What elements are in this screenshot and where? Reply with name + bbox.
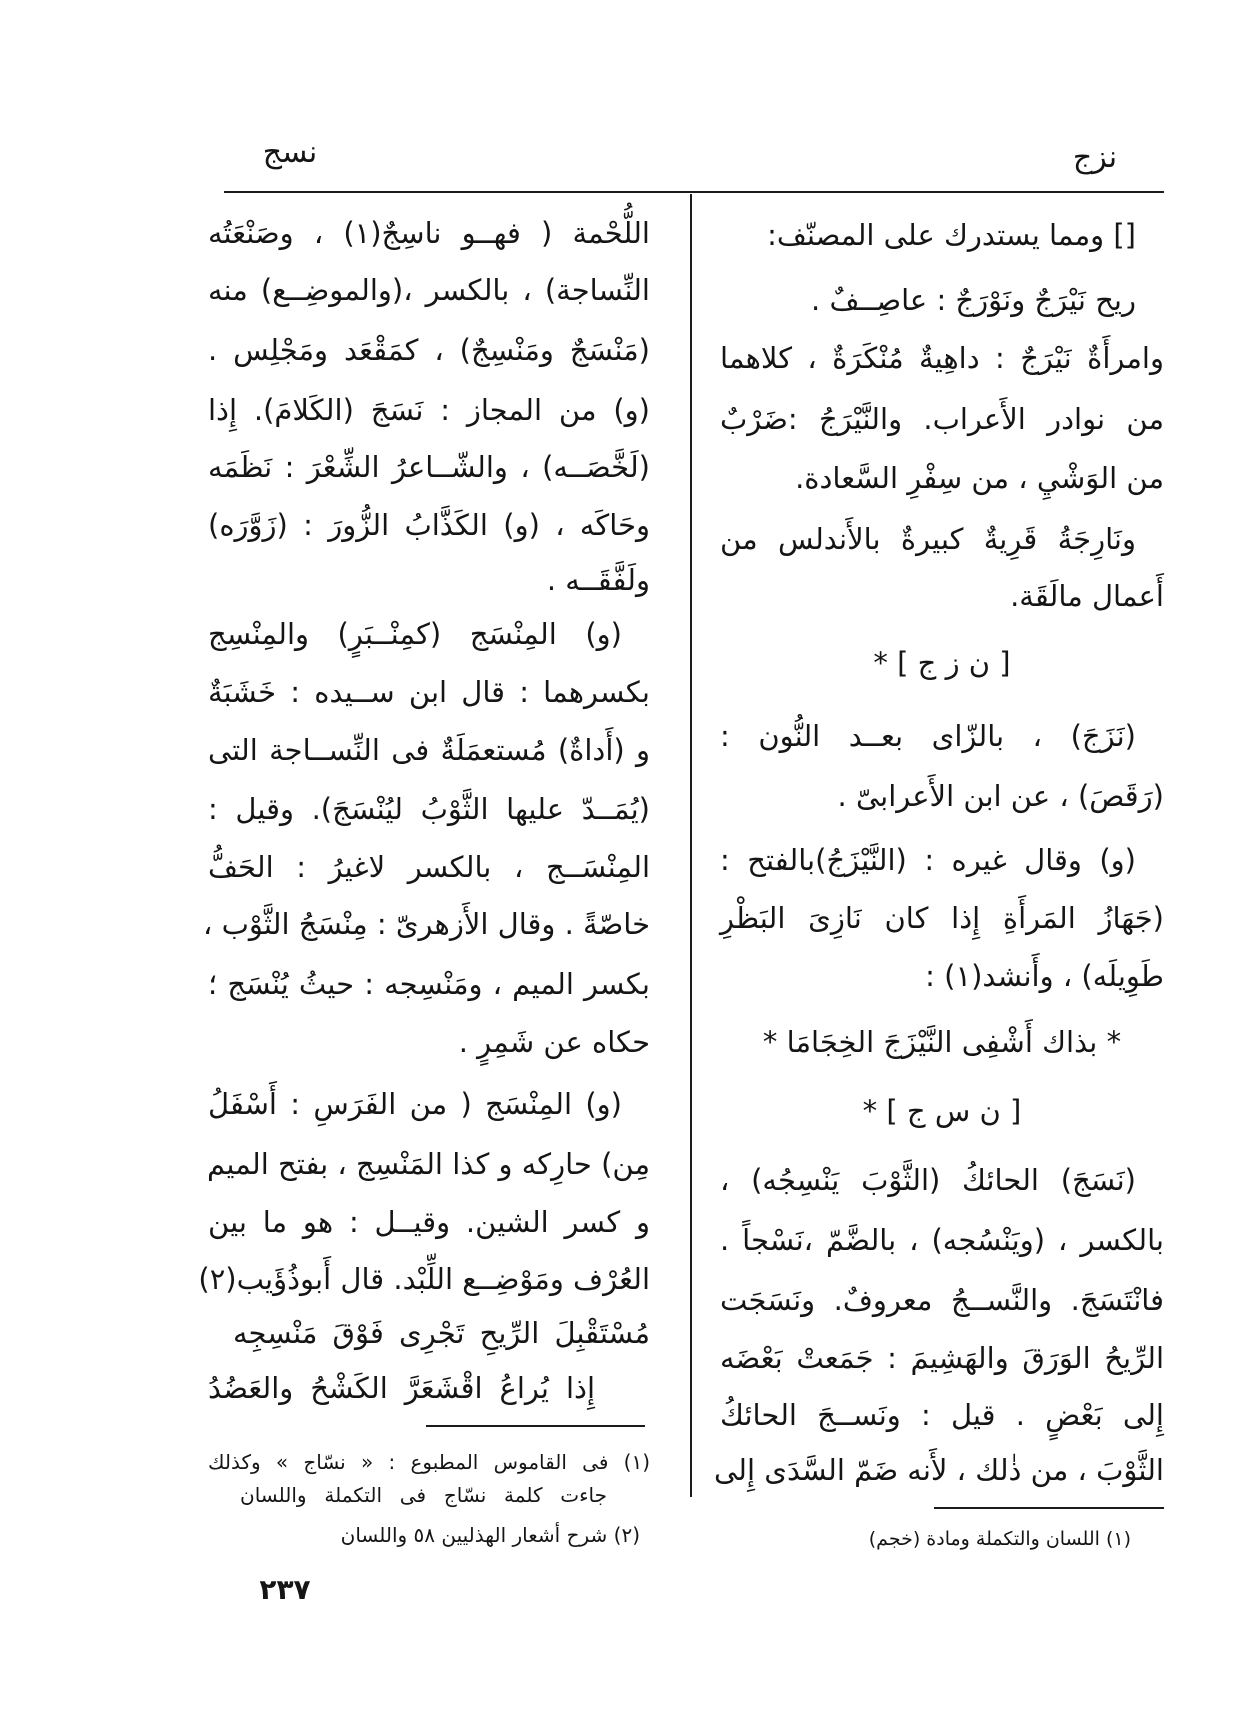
text-line: [] ومما يستدرك على المصنّف:	[767, 218, 1136, 252]
footnote-line: (١) فى القاموس المطبوع : « نسّاج » وكذلك	[208, 1450, 650, 1474]
text-line: من نوادر الأَعراب. والنَّيْرَجُ :ضَرْبٌ	[720, 402, 1164, 436]
text-line: فانْتَسَجَ. والنَّســجُ معروفٌ. ونَسَجَت	[720, 1283, 1164, 1317]
text-line: العُرْف ومَوْضِــع اللِّبْد. قال أَبوذُؤَيب(٢)	[198, 1262, 650, 1296]
running-head-right: نزج	[1072, 140, 1118, 175]
text-line: من الوَشْيِ ، من سِفْرِ السَّعادة.	[795, 461, 1164, 495]
page-number: ٢٣٧	[259, 1573, 311, 1606]
text-line: (مَنْسَجٌ ومَنْسِجٌ) ، كمَقْعَد ومَجْلِس .	[208, 333, 650, 367]
text-line: إِلى بَعْضٍ . قيل : ونَســجَ الحائكُ	[720, 1398, 1164, 1432]
text-line: وحَاكَه ، (و) الكَذَّابُ الزُّورَ : (زَوَّرَه)	[208, 508, 650, 542]
text-line: (لَخَّصَــه) ، والشّــاعرُ الشِّعْرَ : نَظَمَه	[208, 450, 650, 484]
text-line: بكسرهما : قال ابن ســيده : خَشَبَةٌ	[208, 675, 650, 709]
text-line: و كسر الشين. وقيــل : هو ما بين	[208, 1205, 650, 1239]
text-line: بكسر الميم ، ومَنْسِجه : حيثُ يُنْسَج ؛	[208, 967, 650, 1001]
text-line: (رَقَصَ) ، عن ابن الأَعرابىّ .	[837, 779, 1164, 813]
text-line: بالكسر ، (ويَنْسُجه) ، بالضَّمّ ،نَسْجاً .	[720, 1223, 1164, 1257]
column-divider	[690, 194, 692, 1497]
text-line: طَوِيلَه) ، وأَنشد(١) :	[925, 959, 1164, 993]
footnote-line: جاءت كلمة نسّاج فى التكملة واللسان	[240, 1483, 607, 1507]
text-line: (و) المِنْسَج (كمِنْــبَرٍ) والمِنْسِج	[208, 617, 622, 651]
verse-line: مُسْتَقْبِلَ الرِّيحِ تَجْرِى فَوْقَ مَنْسِجِه	[233, 1316, 650, 1350]
text-line: ولَفَّقَــه .	[546, 563, 650, 597]
entry-heading: [ ن س ج ] *	[862, 1094, 1022, 1128]
text-line: الثَّوْبَ ، من ذٰلك ، لأَنه ضَمّ السَّدَى إِلى	[713, 1453, 1164, 1487]
text-line: المِنْسَــج ، بالكسر لاغيرُ : الحَفُّ	[208, 850, 650, 884]
right-column	[713, 0, 1164, 1640]
text-line: النِّساجة) ، بالكسر ،(والموضِــع) منه	[208, 273, 650, 307]
text-line: (و) وقال غيره : (النَّيْزَجُ)بالفتح :	[720, 843, 1136, 877]
text-line: ونَارِجَةُ قَرِيةٌ كبيرةٌ بالأَندلس من	[720, 522, 1136, 556]
text-line: (نَزَجَ) ، بالزّاى بعــد النُّون :	[720, 719, 1136, 753]
text-line: (و) المِنْسَج ( من الفَرَسِ : أَسْفَلُ	[208, 1087, 622, 1121]
text-line: حكاه عن شَمِرٍ .	[458, 1025, 650, 1059]
text-line: وامرأَةٌ نَيْرَجٌ : داهِيةٌ مُنْكَرَةٌ ، كلاهما	[720, 341, 1164, 375]
text-line: (جَهَازُ المَرأَةِ إِذا كان نَازِىَ البَظْرِ	[720, 901, 1164, 935]
text-line: مِن) حارِكه و كذا المَنْسِج ، بفتح الميم	[207, 1147, 650, 1181]
footnote-rule	[934, 1507, 1164, 1509]
text-line: الرِّيحُ الوَرَقَ والهَشِيمَ : جَمَعتْ بَعْضَه	[720, 1341, 1164, 1375]
running-head-left: نسج	[262, 135, 318, 170]
text-line: ريح نَيْرَجٌ ونَوْرَجٌ : عاصِــفٌ .	[811, 283, 1136, 317]
text-line: و (أَداةٌ) مُستعمَلَةٌ فى النِّســاجة التى	[208, 733, 650, 767]
text-line: خاصّةً . وقال الأَزهرىّ : مِنْسَجُ الثَّوْب ،	[203, 907, 650, 941]
text-line: (نَسَجَ) الحائكُ (الثَّوْبَ يَنْسِجُه) ،	[720, 1163, 1136, 1197]
left-column	[198, 0, 650, 1640]
footnote-line: (٢) شرح أشعار الهذليين ٥٨ واللسان	[340, 1523, 640, 1547]
footnote-rule	[426, 1425, 645, 1427]
verse-line: * بذاك أَشْفِى النَّيْزَجَ الخِجَامَا *	[762, 1025, 1122, 1059]
text-line: اللُّحْمة ( فهــو ناسِجٌ(١) ، وصَنْعَتُه	[208, 216, 650, 250]
footnote-line: (١) اللسان والتكملة ومادة (خجم)	[868, 1528, 1131, 1550]
verse-line: إِذا يُراعُ اقْشَعَرَّ الكَشْحُ والعَضُدُ	[208, 1371, 595, 1405]
text-line: (يُمَــدّ عليها الثَّوْبُ ليُنْسَجَ). وقيل :	[208, 792, 650, 826]
text-line: (و) من المجاز : نَسَجَ (الكَلامَ). إِذا	[208, 393, 650, 427]
text-line: أَعمال مالَقَة.	[1010, 579, 1164, 613]
entry-heading: [ ن ز ج ] *	[873, 646, 1011, 680]
